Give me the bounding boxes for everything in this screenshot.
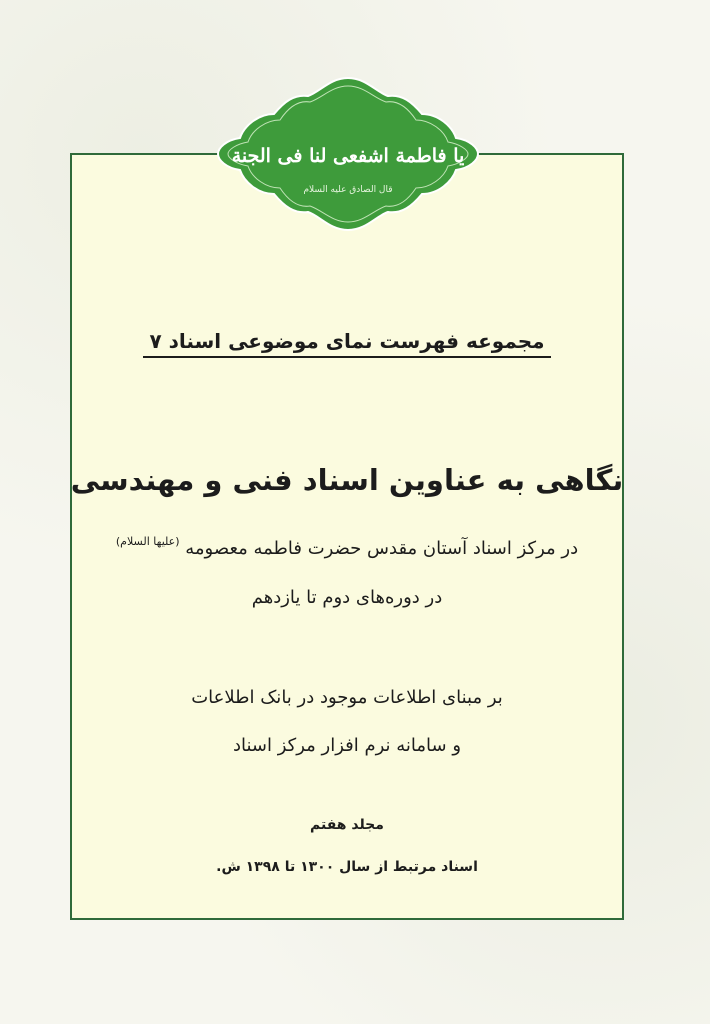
honorific: (علیها السلام) (115, 535, 180, 548)
basis-line-2: و سامانه نرم افزار مرکز اسناد (232, 735, 462, 756)
emblem-text: یا فاطمة اشفعی لنا فی الجنة (231, 145, 465, 167)
subtitle-line-2: در دوره‌های دوم تا یازدهم (251, 587, 443, 608)
basis-line-1: بر مبنای اطلاعات موجود در بانک اطلاعات (191, 687, 503, 708)
main-title: نگاهی به عناوین اسناد فنی و مهندسی (70, 463, 624, 497)
volume-label: مجلد هفتم (310, 817, 384, 833)
title-page-content (70, 153, 624, 920)
series-title: مجموعه فهرست نمای موضوعی اسناد ۷ (70, 329, 624, 353)
subtitle-line-1: در مرکز اسناد آستان مقدس حضرت فاطمه معصومه $^{(علیها السلام)}$ (115, 535, 579, 559)
date-range: اسناد مرتبط از سال ۱۳۰۰ تا ۱۳۹۸ ش. (216, 859, 478, 875)
emblem-subtext: قال الصادق علیه السلام (303, 185, 393, 195)
